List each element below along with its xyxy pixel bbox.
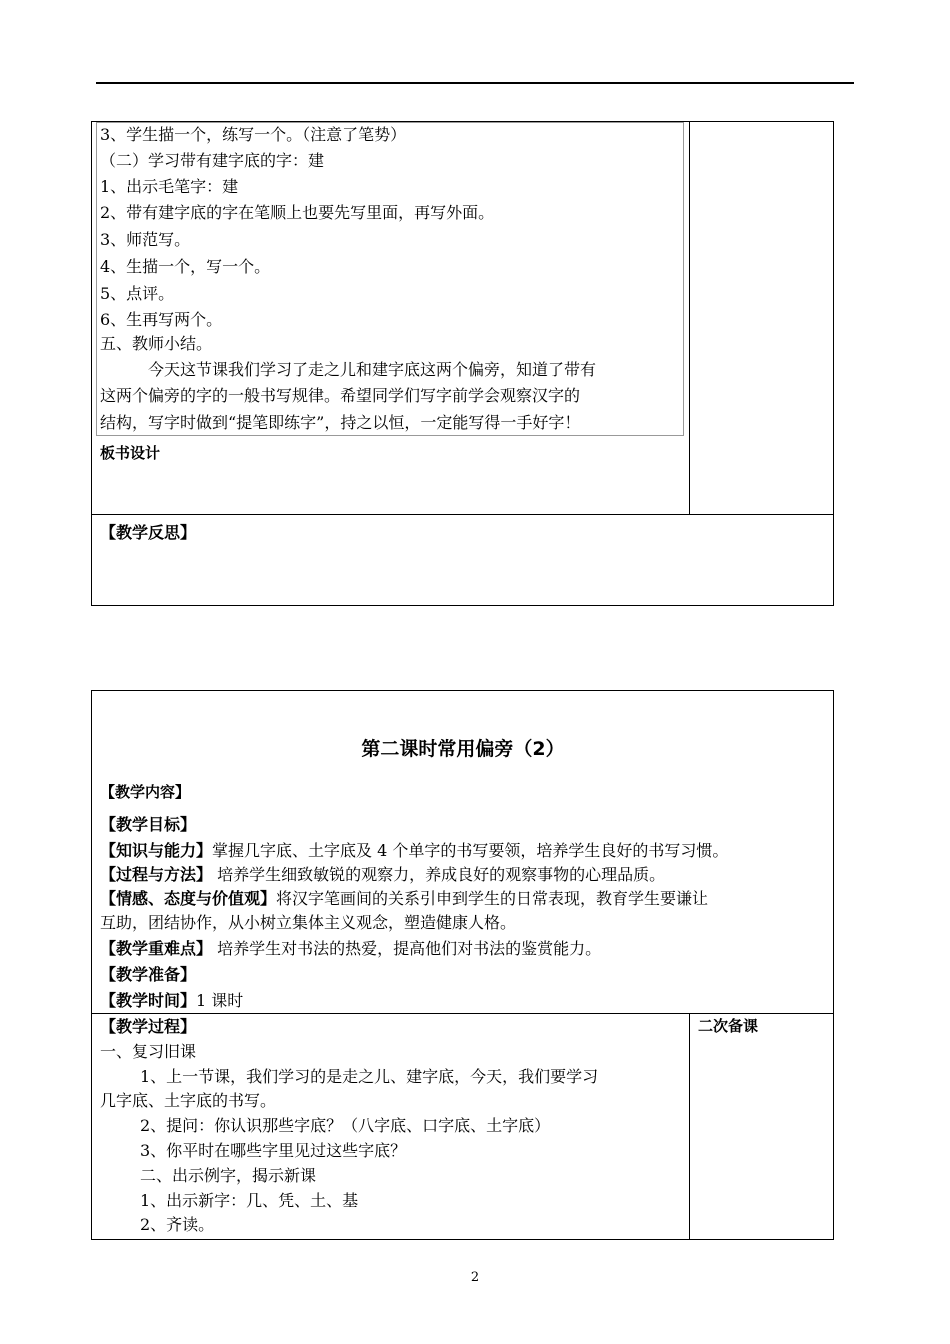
second-prep-label: 二次备课 bbox=[698, 1017, 759, 1035]
process-line: 今天这节课我们学习了走之儿和建字底这两个偏旁，知道了带有 bbox=[148, 360, 597, 379]
step-line: 1、上一节课，我们学习的是走之儿、建字底，今天，我们要学习 bbox=[140, 1067, 599, 1086]
knowledge-row bbox=[100, 838, 728, 864]
step-line: 二、出示例字，揭示新课 bbox=[140, 1166, 317, 1185]
board-design-label: 板书设计 bbox=[100, 444, 161, 462]
emotion-row bbox=[100, 886, 708, 912]
emotion-text: 将汉字笔画间的关系引申到学生的日常表现，教育学生要谦让 bbox=[276, 889, 709, 908]
process-method-row bbox=[100, 862, 665, 888]
step-line: 2、提问：你认识那些字底？（八字底、口字底、土字底） bbox=[140, 1116, 551, 1135]
process-line: （二）学习带有建字底的字：建 bbox=[100, 151, 325, 170]
table2-column-divider bbox=[689, 1013, 690, 1240]
goals-label: 【教学目标】 bbox=[100, 815, 197, 834]
emotion-label: 【情感、态度与价值观】 bbox=[100, 889, 277, 908]
table1-column-divider bbox=[689, 121, 690, 514]
knowledge-label: 【知识与能力】 bbox=[100, 841, 213, 860]
key-text: 培养学生对书法的热爱，提高他们对书法的鉴赏能力。 bbox=[217, 939, 602, 958]
knowledge-text: 掌握几字底、土字底及 4 个单字的书写要领，培养学生良好的书写习惯。 bbox=[212, 841, 729, 860]
page-number: 2 bbox=[470, 1270, 480, 1285]
process-line: 1、出示毛笔字：建 bbox=[100, 177, 239, 196]
process-line: 五、教师小结。 bbox=[100, 334, 213, 353]
step-line: 一、复习旧课 bbox=[100, 1042, 197, 1061]
table1-row-divider bbox=[91, 514, 834, 515]
process-line: 2、带有建字底的字在笔顺上也要先写里面，再写外面。 bbox=[100, 203, 495, 222]
reflection-label: 【教学反思】 bbox=[100, 523, 197, 542]
time-text: 1 课时 bbox=[196, 991, 244, 1010]
process-method-text: 培养学生细致敏锐的观察力，养成良好的观察事物的心理品质。 bbox=[217, 865, 666, 884]
process-line: 5、点评。 bbox=[100, 284, 175, 303]
header-rule bbox=[96, 82, 854, 84]
process-line: 3、师范写。 bbox=[100, 230, 191, 249]
process-line: 这两个偏旁的字的一般书写规律。希望同学们写字前学会观察汉字的 bbox=[100, 386, 581, 405]
process-line: 6、生再写两个。 bbox=[100, 310, 223, 329]
key-row bbox=[100, 936, 601, 962]
time-label: 【教学时间】 bbox=[100, 991, 197, 1010]
step-line: 1、出示新字：几、凭、土、基 bbox=[140, 1191, 359, 1210]
step-line: 2、齐读。 bbox=[140, 1215, 215, 1234]
steps-label: 【教学过程】 bbox=[100, 1017, 197, 1036]
process-line: 结构，写字时做到“提笔即练字”，持之以恒，一定能写得一手好字！ bbox=[100, 413, 581, 432]
lesson-title: 第二课时常用偏旁（2） bbox=[361, 738, 565, 760]
process-method-label: 【过程与方法】 bbox=[100, 865, 213, 884]
emotion-text-continued: 互助，团结协作，从小树立集体主义观念，塑造健康人格。 bbox=[100, 913, 517, 932]
step-line: 几字底、土字底的书写。 bbox=[100, 1091, 277, 1110]
time-row bbox=[100, 988, 243, 1014]
process-line: 4、生描一个，写一个。 bbox=[100, 257, 271, 276]
prep-label: 【教学准备】 bbox=[100, 965, 197, 984]
content-label: 【教学内容】 bbox=[100, 783, 191, 801]
key-label: 【教学重难点】 bbox=[100, 939, 213, 958]
step-line: 3、你平时在哪些字里见过这些字底？ bbox=[140, 1141, 407, 1160]
process-line: 3、学生描一个，练写一个。（注意了笔势） bbox=[100, 125, 407, 144]
